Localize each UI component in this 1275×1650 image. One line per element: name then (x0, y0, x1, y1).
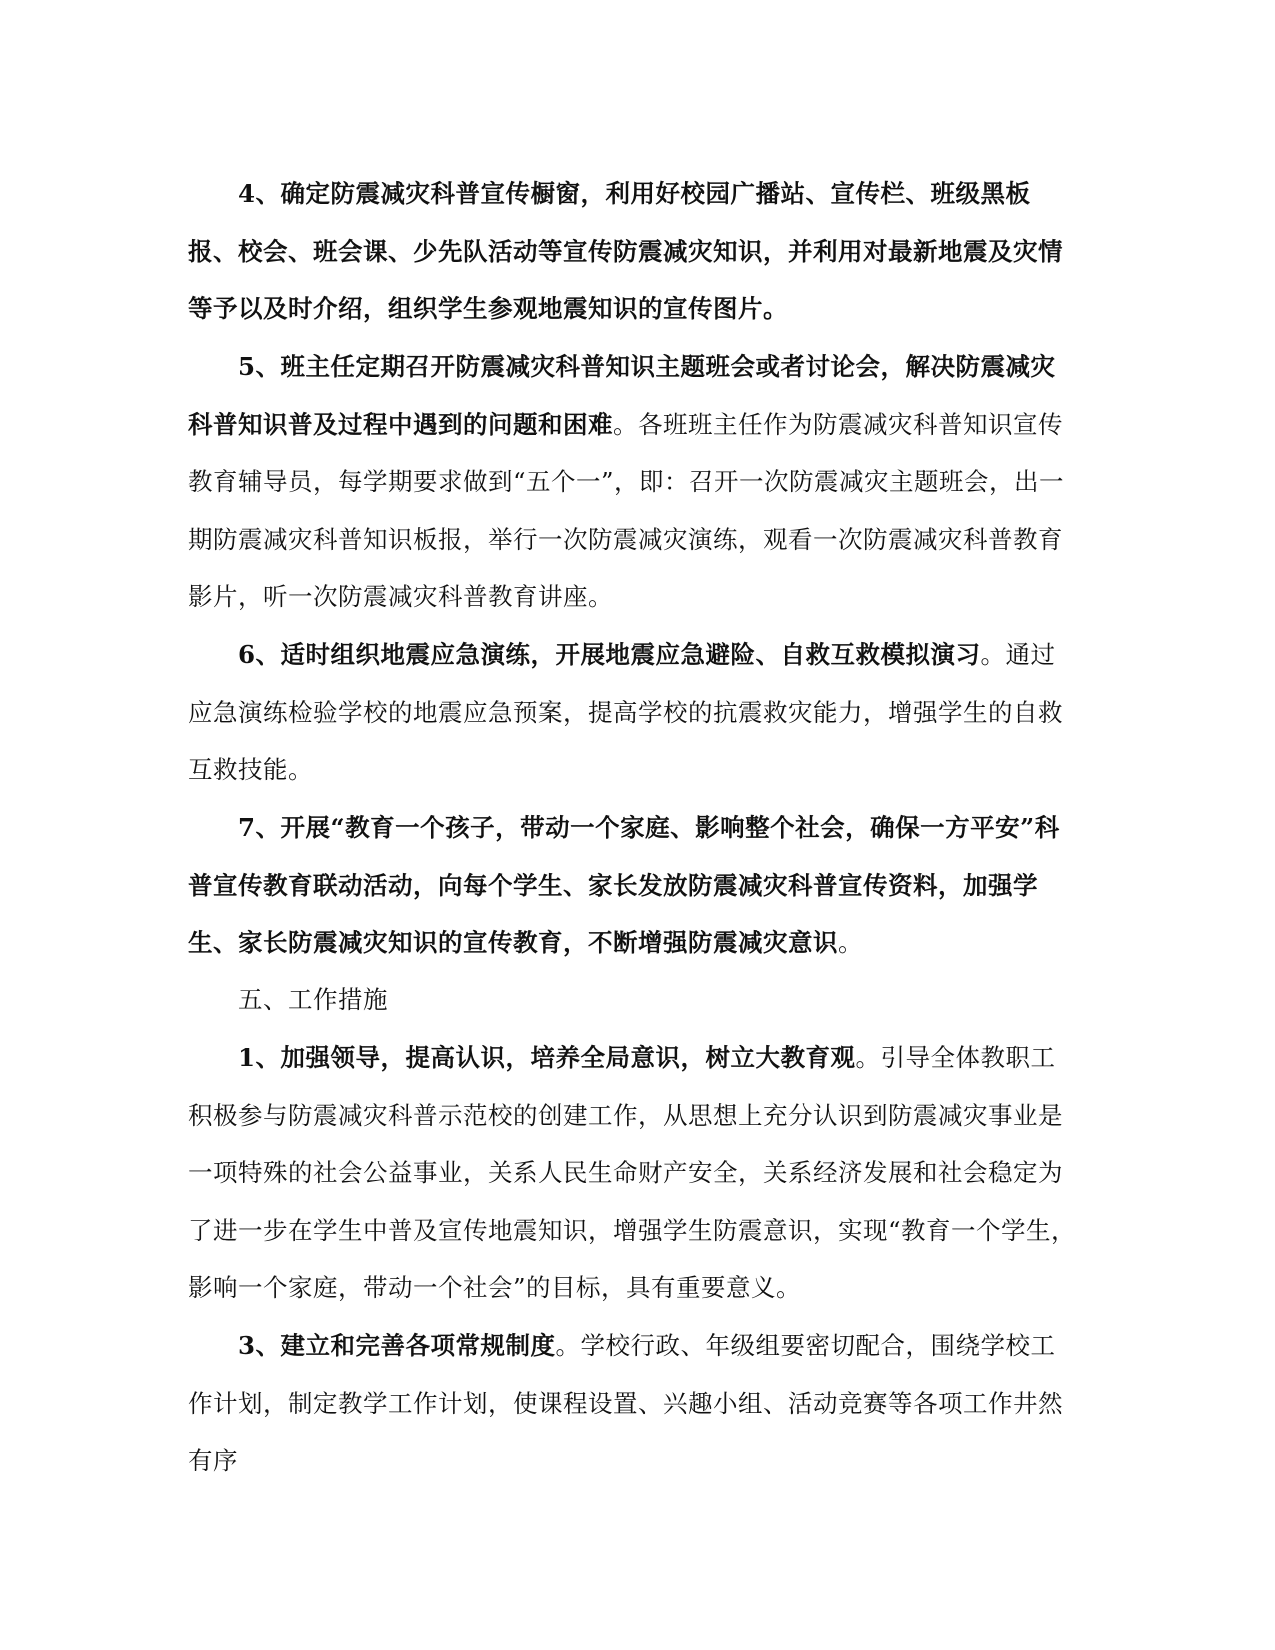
measure-item-1 (188, 1029, 1078, 1317)
paragraph-heading-text: 6、适时组织地震应急演练，开展地震应急避险、自救互救模拟演习 (238, 640, 981, 669)
paragraph-heading-text: 1、加强领导，提高认识，培养全局意识，树立大教育观 (238, 1043, 856, 1072)
paragraph-body-text: 。 (838, 928, 863, 957)
paragraph-item-7 (188, 799, 1078, 972)
paragraph-body-text: 。引导全体教职工积极参与防震减灾科普示范校的创建工作，从思想上充分认识到防震减灾事业是一项特殊的社会公益事业，关系人民生命财产安全，关系经济发展和社会稳定为了进一步在学生中普及宣传地震知识，增强学生防震意识，实现“教育一个学生，影响一个家庭，带动一个社会”的目标，具有重要意义。 (188, 1043, 1077, 1302)
paragraph-body-text: 。通过应急演练检验学校的地震应急预案，提高学校的抗震救灾能力，增强学生的自救互救技能。 (188, 640, 1063, 784)
paragraph-item-5 (188, 338, 1078, 626)
paragraph-heading-text: 5、班主任定期召开防震减灾科普知识主题班会或者讨论会，解决防震减灾科普知识普及过程中遇到的问题和困难 (188, 352, 1056, 439)
paragraph-item-6 (188, 626, 1078, 799)
paragraph-item-4 (188, 165, 1078, 338)
section-heading (188, 971, 1078, 1029)
paragraph-body-text: 。各班班主任作为防震减灾科普知识宣传教育辅导员，每学期要求做到“五个一”，即：召开一次防震减灾主题班会，出一期防震减灾科普知识板报，举行一次防震减灾演练，观看一次防震减灾科普教育影片，听一次防震减灾科普教育讲座。 (188, 409, 1065, 611)
section-heading-text: 五、工作措施 (238, 985, 388, 1014)
paragraph-body-text: 。学校行政、年级组要密切配合，围绕学校工作计划，制定教学工作计划，使课程设置、兴趣小组、活动竞赛等各项工作井然有序 (188, 1331, 1063, 1475)
paragraph-heading-text: 3、建立和完善各项常规制度 (238, 1331, 556, 1360)
paragraph-heading-text: 4、确定防震减灾科普宣传橱窗，利用好校园广播站、宣传栏、班级黑板报、校会、班会课、少先队活动等宣传防震减灾知识，并利用对最新地震及灾情等予以及时介绍，组织学生参观地震知识的宣传图片。 (188, 179, 1063, 323)
measure-item-3 (188, 1317, 1078, 1490)
paragraph-heading-text: 7、开展“教育一个孩子，带动一个家庭、影响整个社会，确保一方平安”科普宣传教育联动活动，向每个学生、家长发放防震减灾科普宣传资料，加强学生、家长防震减灾知识的宣传教育，不断增强防震减灾意识 (188, 813, 1060, 957)
